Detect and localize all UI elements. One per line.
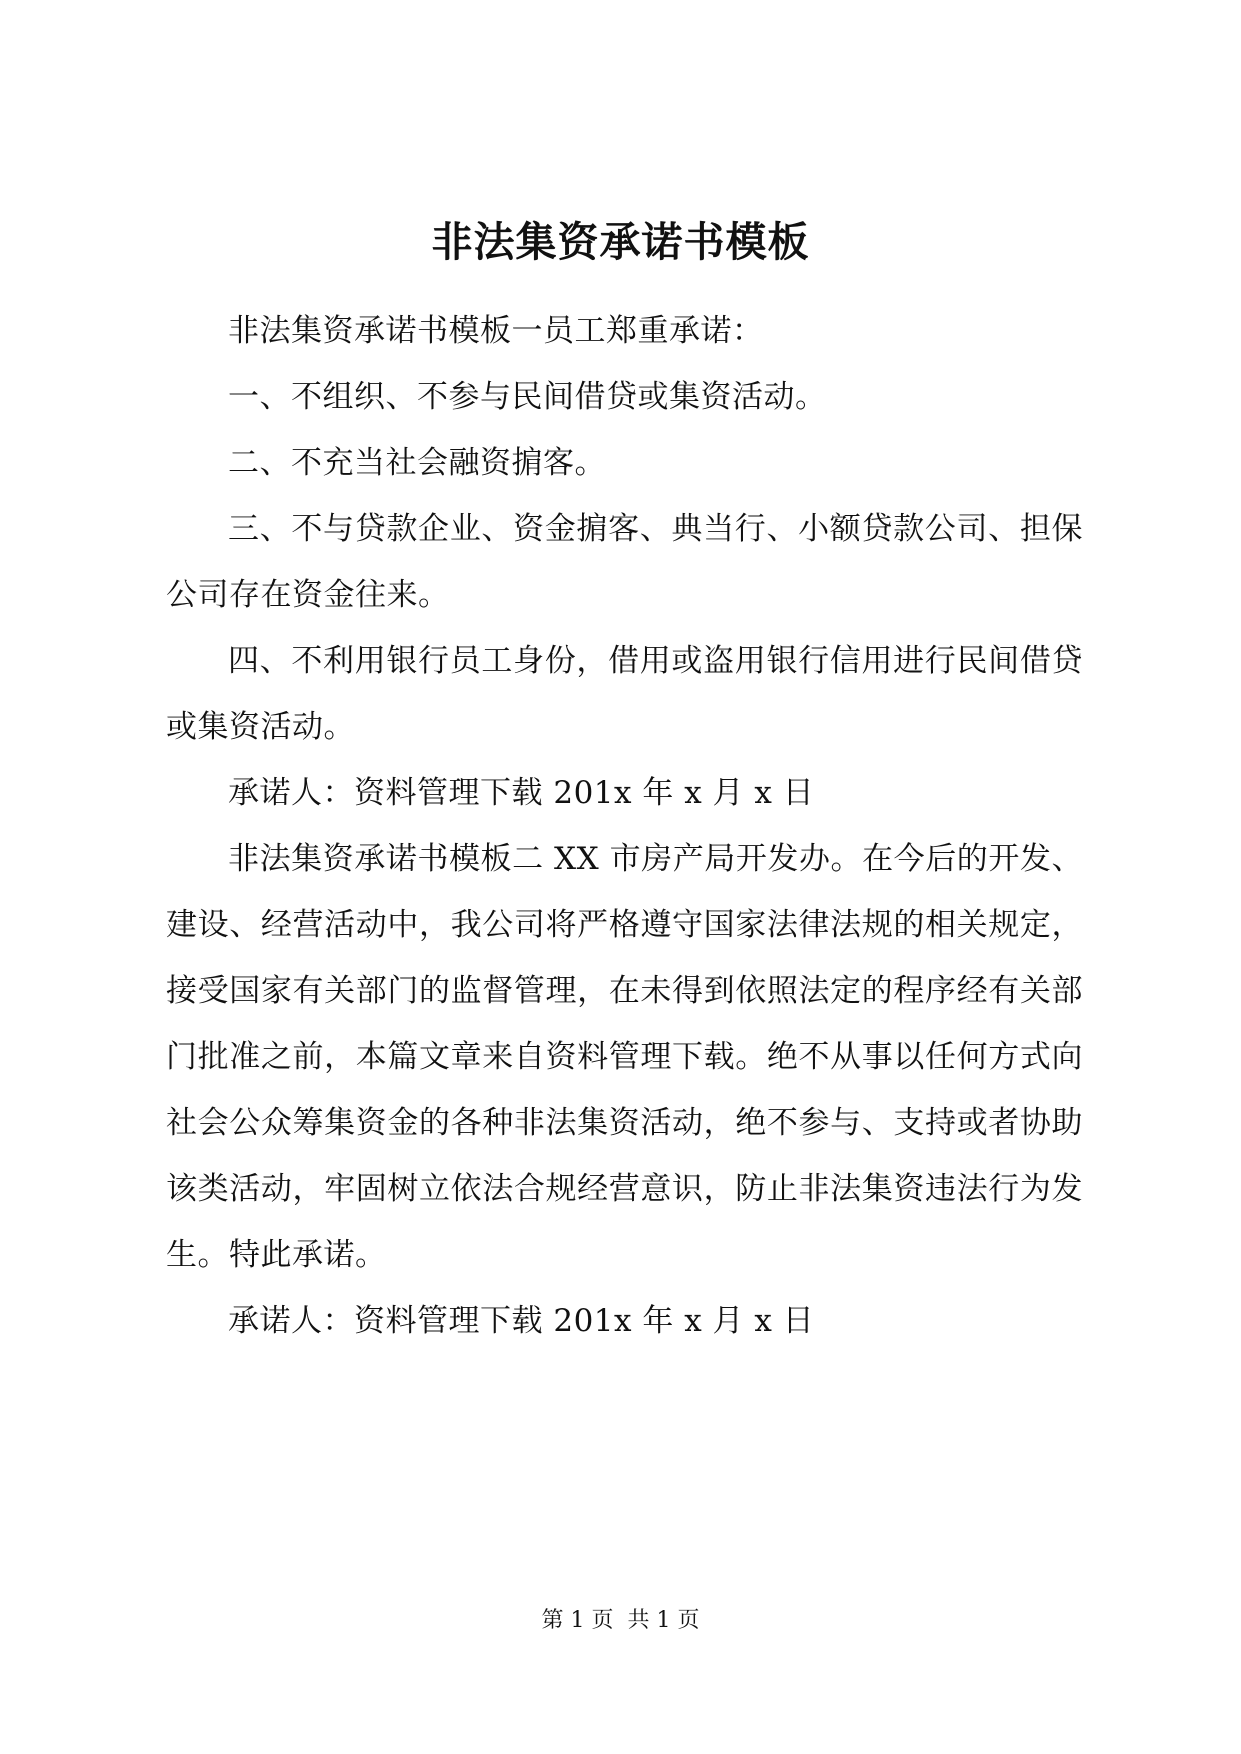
document-body <box>166 298 1083 1354</box>
paragraph-item-2: 二、不充当社会融资掮客。 <box>228 445 606 481</box>
page-footer <box>0 1610 1241 1632</box>
paragraph-template-2: 非法集资承诺书模板二 XX 市房产局开发办。在今后的开发、建设、经营活动中，我公司将严格遵守国家法律法规的相关规定，接受国家有关部门的监督管理，在未得到依照法定的程序经有关部门批准之前，本篇文章来自资料管理下载。绝不从事以任何方式向社会公众筹集资金的各种非法集资活动，绝不参与、支持或者协助该类活动，牢固树立依法合规经营意识，防止非法集资违法行为发生。特此承诺。 <box>166 841 1083 1273</box>
signature-line-2: 承诺人：资料管理下载 201x 年 x 月 x 日 <box>228 1303 815 1339</box>
paragraph-item-4: 四、不利用银行员工身份，借用或盗用银行信用进行民间借贷或集资活动。 <box>166 643 1083 745</box>
paragraph-item-3: 三、不与贷款企业、资金掮客、典当行、小额贷款公司、担保公司存在资金往来。 <box>166 511 1083 613</box>
page-number: 第 1 页 共 1 页 <box>541 1608 700 1633</box>
document-title: 非法集资承诺书模板 <box>431 218 810 266</box>
paragraph-intro: 非法集资承诺书模板一员工郑重承诺： <box>228 313 764 349</box>
signature-line-1: 承诺人：资料管理下载 201x 年 x 月 x 日 <box>228 775 815 811</box>
paragraph-item-1: 一、不组织、不参与民间借贷或集资活动。 <box>228 379 827 415</box>
